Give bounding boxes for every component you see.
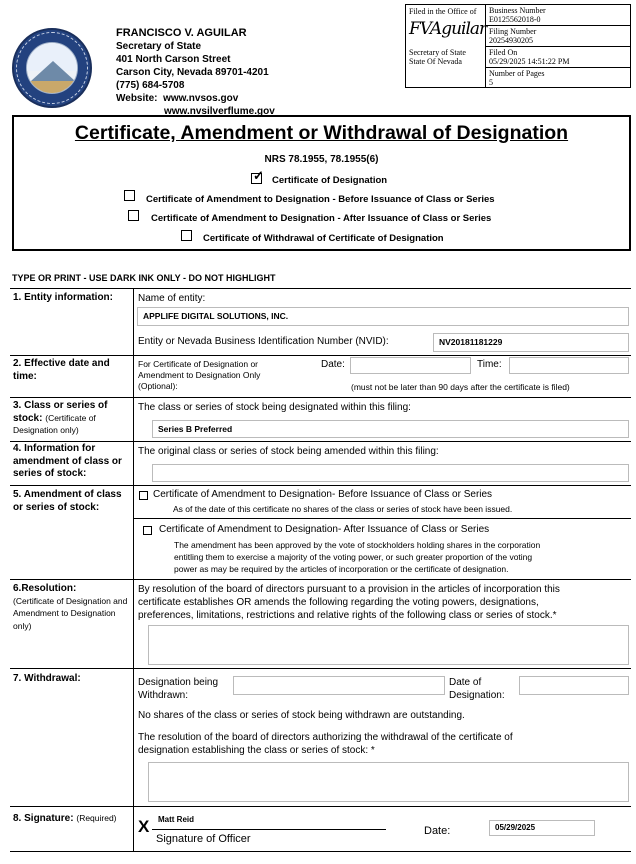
option-designation-label: Certificate of Designation <box>272 175 388 186</box>
entity-name-label: Name of entity: <box>138 293 206 304</box>
amend-after-note-1: The amendment has been approved by the vote of stockholders holding shares in the corporation <box>174 540 541 550</box>
amend-after-issuance-label: Certificate of Amendment to Designation- After Issuance of Class or Series <box>159 524 490 535</box>
effective-time-label: Time: <box>477 359 502 370</box>
business-number: E0125562018-0 <box>489 15 541 24</box>
divider <box>10 441 631 442</box>
section-8-label <box>13 813 117 826</box>
entity-name-field[interactable]: APPLIFE DIGITAL SOLUTIONS, INC. <box>137 307 629 326</box>
section-8-sub: (Required) <box>76 813 117 823</box>
designation-withdrawn-label-2: Withdrawn: <box>138 690 189 701</box>
filing-signature: FVAguilar <box>409 19 487 39</box>
nevada-state-seal-icon <box>12 28 92 108</box>
date-of-designation-label-2: Designation: <box>449 690 505 701</box>
amend-after-issuance-checkbox[interactable] <box>143 526 152 535</box>
date-of-designation-field[interactable] <box>519 676 629 695</box>
amend-before-checkbox[interactable] <box>124 190 135 201</box>
withdrawal-note: No shares of the class or series of stock being withdrawn are outstanding. <box>138 710 465 721</box>
divider <box>10 288 631 289</box>
signature-date-label: Date: <box>424 825 451 837</box>
section-6-label <box>13 583 133 633</box>
resolution-desc-1: By resolution of the board of directors pursuant to a provision in the articles of incorporation this <box>138 584 560 595</box>
effective-date-desc: For Certificate of Designation or Amendment to Designation Only (Optional): <box>138 359 261 391</box>
statute: NRS 78.1955, 78.1955(6) <box>264 154 379 165</box>
secretary-header <box>116 27 275 118</box>
effective-date-note: (must not be later than 90 days after the certificate is filed) <box>351 382 570 392</box>
filed-state: State Of Nevada <box>409 57 462 66</box>
option-amend-before-label: Certificate of Amendment to Designation - Before Issuance of Class or Series <box>146 194 495 205</box>
signature-x: X <box>138 817 150 836</box>
filing-number: 20254930205 <box>489 36 533 45</box>
date-of-designation-label <box>449 676 505 702</box>
signature-line[interactable] <box>152 829 386 830</box>
secretary-name: FRANCISCO V. AGUILAR <box>116 27 247 39</box>
divider <box>10 579 631 580</box>
signer-name: Matt Reid <box>158 815 194 824</box>
title-box <box>12 115 631 251</box>
pages: 5 <box>489 78 493 87</box>
withdrawal-resolution-desc-2: designation establishing the class or series of stock: * <box>138 745 375 756</box>
secretary-office: Secretary of State <box>116 41 202 52</box>
designation-withdrawn-label-1: Designation being <box>138 677 219 688</box>
divider <box>10 851 631 852</box>
phone: (775) 684-5708 <box>116 80 185 91</box>
divider <box>10 485 631 486</box>
resolution-desc-2: certificate establishes OR amends the following regarding the voting powers, designations, <box>138 597 539 608</box>
divider <box>10 355 631 356</box>
section-4-label: 4. Information for amendment of class or series of stock: <box>13 443 122 479</box>
designation-withdrawn-field[interactable] <box>233 676 445 695</box>
amend-after-note-2: entitling them to exercise a majority of the voting power, or such greater proportion of the voting <box>174 552 533 562</box>
option-amend-after-label: Certificate of Amendment to Designation - After Issuance of Class or Series <box>151 213 492 224</box>
filed-on-label: Filed On <box>489 48 518 57</box>
page-title: Certificate, Amendment or Withdrawal of Designation <box>74 122 569 144</box>
designation-checkbox[interactable] <box>251 168 264 184</box>
withdrawal-resolution-desc-1: The resolution of the board of directors authorizing the withdrawal of the certificate of <box>138 732 513 743</box>
nvid-label: Entity or Nevada Business Identification Number (NVID): <box>138 336 389 347</box>
effective-time-field[interactable] <box>509 357 629 374</box>
section-6-sub: (Certificate of Designation and Amendment to Designation only) <box>13 595 128 631</box>
class-series-field[interactable]: Series B Preferred <box>152 420 629 438</box>
section-8-title: 8. Signature: <box>13 813 74 824</box>
amend-before-issuance-label: Certificate of Amendment to Designation- Before Issuance of Class or Series <box>153 489 493 500</box>
signature-label: Signature of Officer <box>156 833 251 845</box>
filed-on: 05/29/2025 14:51:22 PM <box>489 57 570 66</box>
option-withdrawal-label: Certificate of Withdrawal of Certificate of Designation <box>203 233 444 244</box>
address-line-2: Carson City, Nevada 89701-4201 <box>116 67 269 78</box>
amend-before-issuance-checkbox[interactable] <box>139 491 148 500</box>
resolution-desc-3: preferences, limitations, restrictions and relative rights of the following class or series of stock.* <box>138 610 557 621</box>
resolution-desc <box>138 583 560 622</box>
amend-before-issuance-note: As of the date of this certificate no shares of the class or series of stock have been issued. <box>173 504 513 514</box>
effective-date-label: Date: <box>321 359 345 370</box>
amend-after-note-3: power as may be required by the articles of incorporation or the certificate of designation. <box>174 564 509 574</box>
pages-label: Number of Pages <box>489 69 545 78</box>
date-of-designation-label-1: Date of <box>449 677 482 688</box>
divider <box>133 518 631 519</box>
effective-date-field[interactable] <box>350 357 471 374</box>
section-3-sub: (Certificate of Designation only) <box>13 412 96 435</box>
check-icon: ✓ <box>253 168 264 183</box>
instructions: TYPE OR PRINT - USE DARK INK ONLY - DO NOT HIGHLIGHT <box>12 273 276 283</box>
divider <box>10 668 631 669</box>
website-link-2[interactable]: www.nvsilverflume.gov <box>164 106 275 117</box>
section-5-label: 5. Amendment of class or series of stock: <box>13 489 122 513</box>
address-line-1: 401 North Carson Street <box>116 54 231 65</box>
filed-in-office: Filed in the Office of <box>409 7 477 16</box>
section-2-label: 2. Effective date and time: <box>13 358 110 382</box>
section-3-title: 3. Class or series of stock: <box>13 400 108 424</box>
signature-date-field[interactable]: 05/29/2025 <box>489 820 595 836</box>
website-label: Website: <box>116 93 158 104</box>
business-number-label: Business Number <box>489 6 546 15</box>
section-6-title: 6.Resolution: <box>13 583 77 594</box>
class-series-desc: The class or series of stock being designated within this filing: <box>138 402 411 413</box>
resolution-field[interactable] <box>148 625 629 665</box>
section-7-label: 7. Withdrawal: <box>13 673 81 684</box>
divider <box>10 806 631 807</box>
section-1-label: 1. Entity information: <box>13 292 113 303</box>
withdrawal-resolution-field[interactable] <box>148 762 629 802</box>
section-3-label <box>13 400 135 438</box>
nvid-field[interactable]: NV20181181229 <box>433 333 629 352</box>
divider <box>10 397 631 398</box>
amend-after-checkbox[interactable] <box>128 210 139 221</box>
column-divider <box>133 288 134 851</box>
website-link-1[interactable]: www.nvsos.gov <box>163 93 239 104</box>
filing-stamp <box>405 4 631 88</box>
designation-withdrawn-label <box>138 676 218 702</box>
original-class-desc: The original class or series of stock being amended within this filing: <box>138 446 439 457</box>
withdrawal-checkbox[interactable] <box>181 230 192 241</box>
original-class-field[interactable] <box>152 464 629 482</box>
withdrawal-resolution-desc <box>138 731 513 757</box>
filing-number-label: Filing Number <box>489 27 537 36</box>
filed-secretary: Secretary of State <box>409 48 466 57</box>
